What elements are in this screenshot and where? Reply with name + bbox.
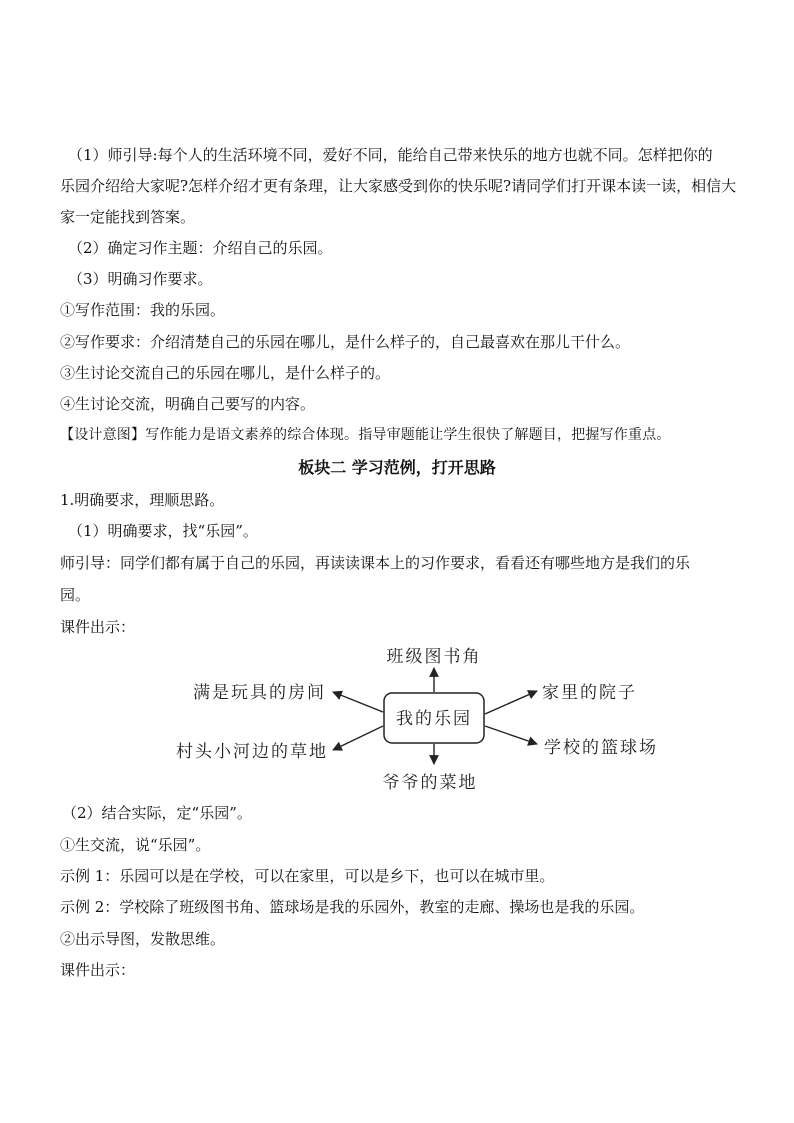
paragraph-teacher-guide-line3: 家一定能找到答案。: [60, 208, 196, 226]
arrow-left-lower: [333, 726, 383, 750]
mindmap-node-right-upper: 家里的院子: [542, 683, 637, 703]
step-decide-paradise: （2）结合实际，定“乐园”。: [62, 804, 252, 822]
arrow-left-upper: [333, 692, 383, 712]
list-item-writing-requirement: ②写作要求：介绍清楚自己的乐园在哪儿，是什么样子的，自己最喜欢在那儿干什么。: [60, 333, 631, 351]
teacher-guide-line1: 师引导：同学们都有属于自己的乐园，再读读课本上的习作要求，看看还有哪些地方是我们的乐: [60, 554, 691, 572]
teacher-guide-line2: 园。: [60, 586, 91, 604]
paragraph-topic: （2）确定习作主题：介绍自己的乐园。: [68, 239, 333, 257]
section-heading: 板块二 学习范例，打开思路: [298, 458, 496, 477]
design-intent-note: 【设计意图】写作能力是语文素养的综合体现。指导审题能让学生很快了解题目，把握写作重点。: [60, 427, 671, 443]
courseware-label-2: 课件出示：: [60, 961, 136, 979]
step-find-paradise: （1）明确要求，找“乐园”。: [68, 522, 258, 540]
list-item-content: ④生讨论交流，明确自己要写的内容。: [60, 395, 316, 413]
paradise-mindmap: [150, 640, 690, 800]
courseware-label: 课件出示：: [60, 618, 136, 636]
mindmap-node-top: 班级图书角: [386, 647, 482, 667]
list-item-discussion: ③生讨论交流自己的乐园在哪儿，是什么样子的。: [60, 364, 391, 382]
example-1: 示例 1：乐园可以是在学校，可以在家里，可以是乡下，也可以在城市里。: [60, 867, 555, 885]
paragraph-teacher-guide-line2: 乐园介绍给大家呢?怎样介绍才更有条理，让大家感受到你的快乐呢?请同学们打开课本读一读，相信大: [60, 177, 737, 195]
mindmap-node-left-upper: 满是玩具的房间: [193, 683, 326, 703]
step-clarify: 1.明确要求，理顺思路。: [60, 491, 225, 509]
mindmap-node-bottom: 爷爷的菜地: [382, 773, 478, 793]
mindmap-node-left-lower: 村头小河边的草地: [176, 742, 328, 762]
arrow-right-lower: [485, 726, 537, 744]
mindmap-node-right-lower: 学校的篮球场: [544, 738, 658, 758]
arrow-right-upper: [485, 691, 537, 714]
list-item-share: ①生交流，说“乐园”。: [60, 836, 211, 854]
paragraph-teacher-guide-line1: （1）师引导:每个人的生活环境不同，爱好不同，能给自己带来快乐的地方也就不同。怎样把你的: [68, 146, 713, 164]
list-item-scope: ①写作范围：我的乐园。: [60, 301, 226, 319]
paragraph-requirements: （3）明确习作要求。: [68, 270, 213, 288]
list-item-mindmap: ②出示导图，发散思维。: [60, 930, 226, 948]
mindmap-center-label: 我的乐园: [396, 709, 472, 729]
example-2: 示例 2：学校除了班级图书角、篮球场是我的乐园外，教室的走廊、操场也是我的乐园。: [60, 898, 645, 916]
